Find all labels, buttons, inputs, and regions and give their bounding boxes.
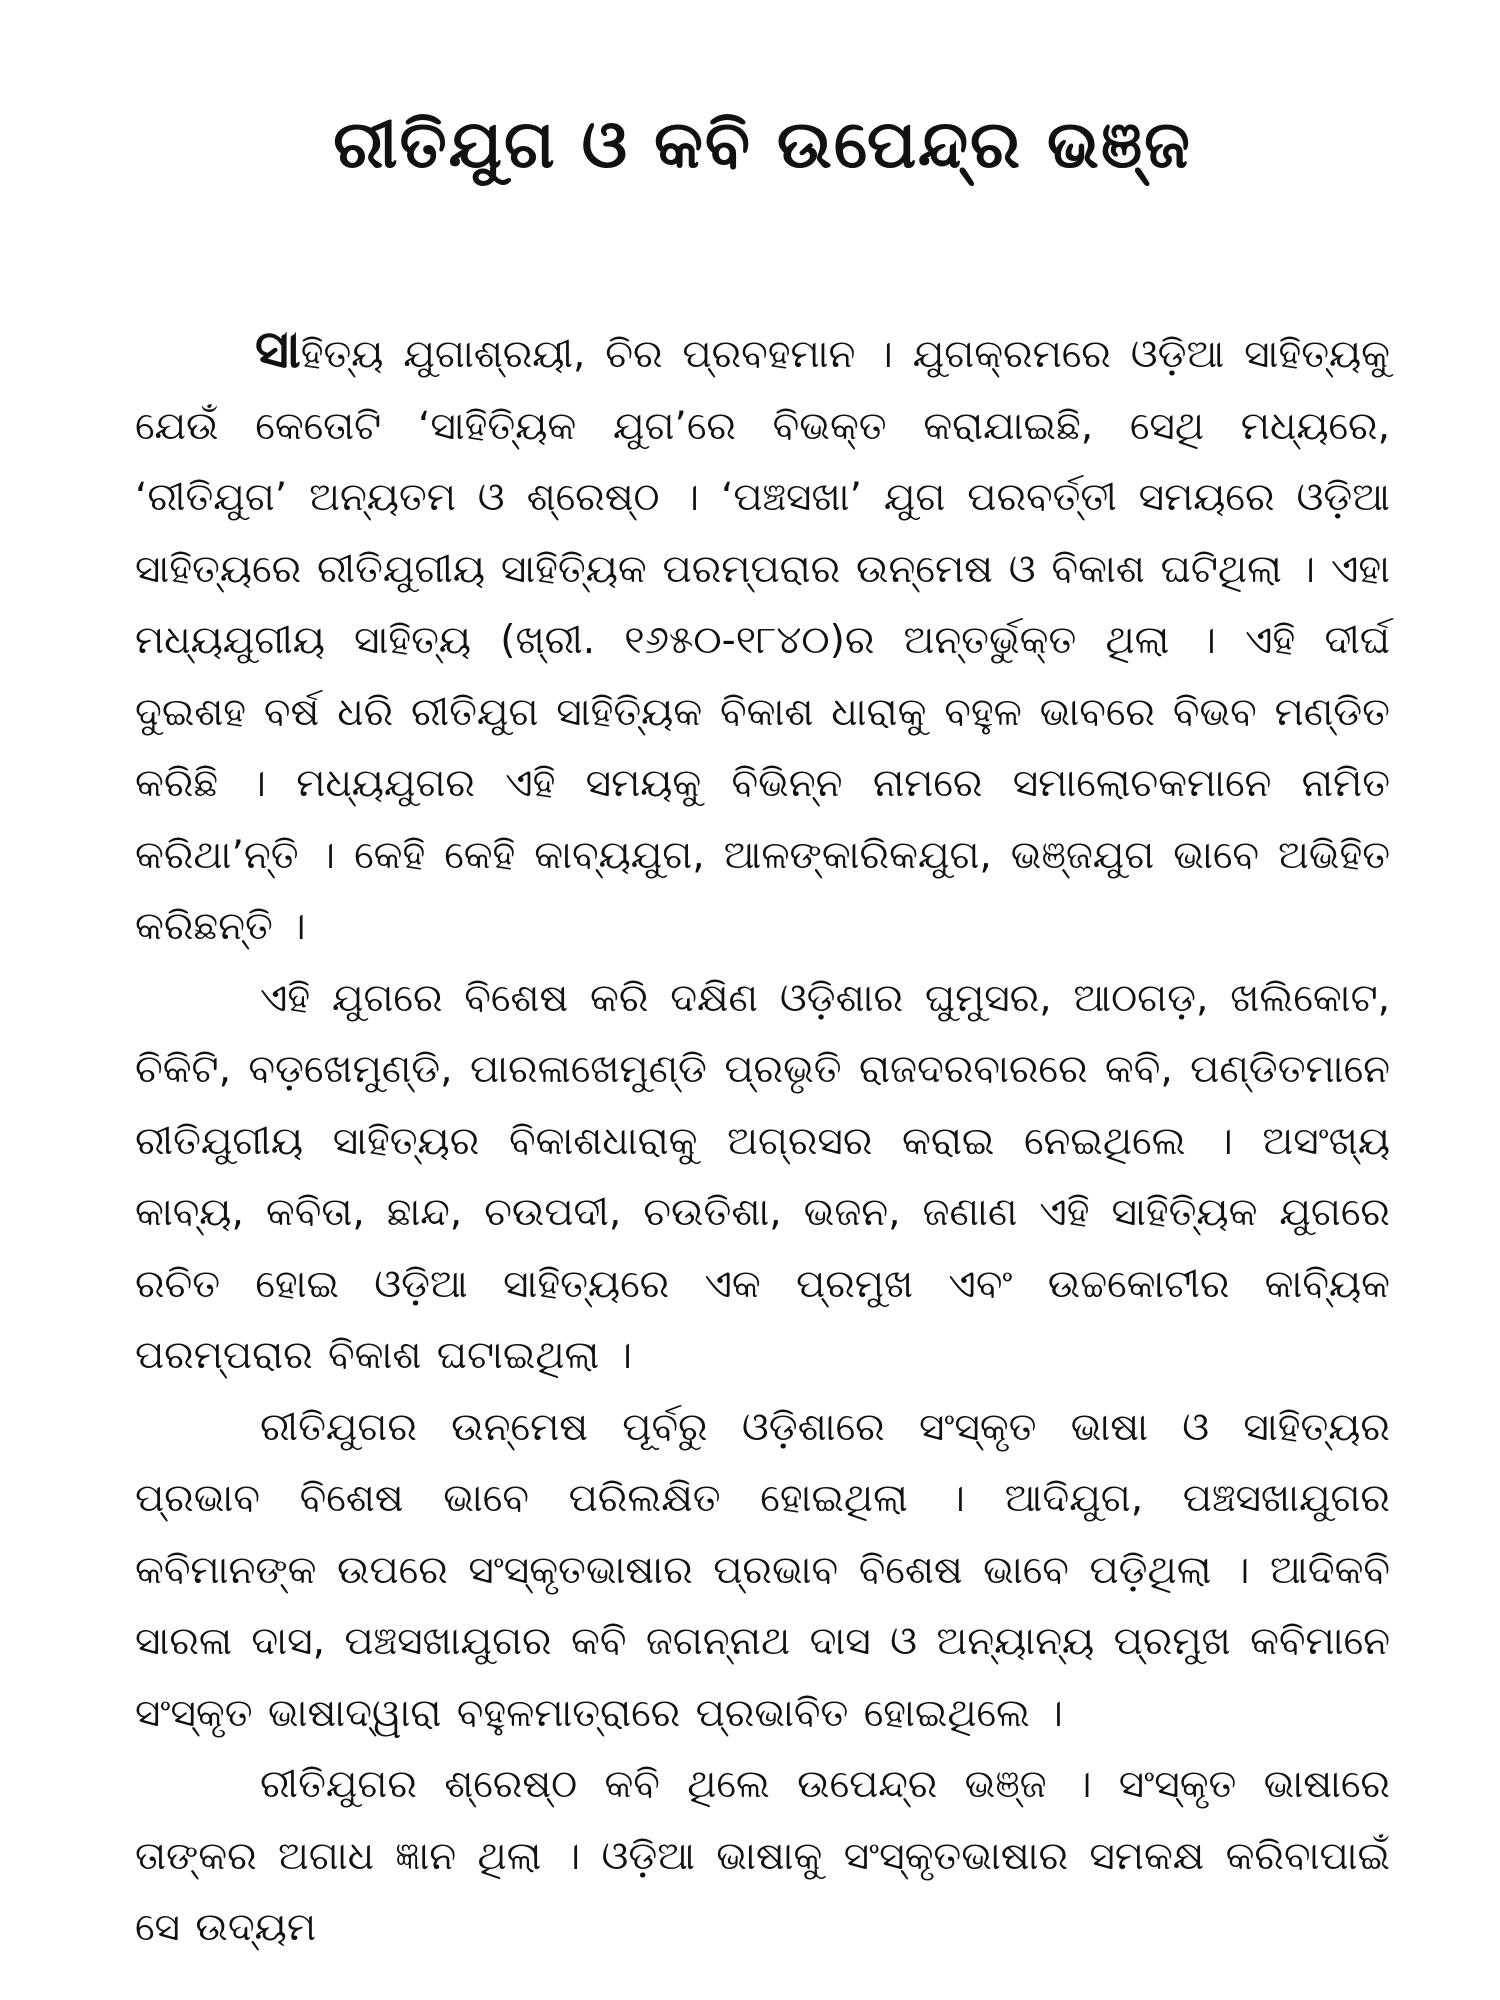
paragraph-2: ଏହି ଯୁଗରେ ବିଶେଷ କରି ଦକ୍ଷିଣ ଓଡ଼ିଶାର ଘୁମୁସର, ଆଠଗଡ଼, ଖଲିକୋଟ, ଚିକିଟି, ବଡ଼ଖେମୁଣ୍ଡି, ପାରଳାଖେମୁଣ୍ଡି ପ୍ରଭୃତି ରାଜଦରବାରରେ କବି, ପଣ୍ଡିତମାନେ ରୀତିଯୁଗୀୟ ସାହିତ୍ୟର ବିକାଶଧାରାକୁ ଅଗ୍ରସର କରାଇ ନେଇଥିଲେ । ଅସଂଖ୍ୟ କାବ୍ୟ, କବିତା, ଛାନ୍ଦ, ଚଉପଦୀ, ଚଉତିଶା, ଭଜନ, ଜଣାଣ ଏହି ସାହିତ୍ୟିକ ଯୁଗରେ ରଚିତ ହୋଇ ଓଡ଼ିଆ ସାହିତ୍ୟରେ ଏକ ପ୍ରମୁଖ ଏବଂ ଉଚ୍ଚକୋଟୀର କାବ୍ୟିକ ପରମ୍ପରାର ବିକାଶ ଘଟାଇଥିଲା । [135, 975, 1390, 1378]
drop-cap: ସା [255, 320, 301, 380]
paragraph-3: ରୀତିଯୁଗର ଉନ୍ମେଷ ପୂର୍ବରୁ ଓଡ଼ିଶାରେ ସଂସ୍କୃତ ଭାଷା ଓ ସାହିତ୍ୟର ପ୍ରଭାବ ବିଶେଷ ଭାବେ ପରିଲକ୍ଷିତ ହୋଇଥିଲା । ଆଦିଯୁଗ, ପଞ୍ଚସଖାଯୁଗର କବିମାନଙ୍କ ଉପରେ ସଂସ୍କୃତଭାଷାର ପ୍ରଭାବ ବିଶେଷ ଭାବେ ପଡ଼ିଥିଲା । ଆଦିକବି ସାରଳା ଦାସ, ପଞ୍ଚସଖାଯୁଗର କବି ଜଗନ୍ନାଥ ଦାସ ଓ ଅନ୍ୟାନ୍ୟ ପ୍ରମୁଖ କବିମାନେ ସଂସ୍କୃତ ଭାଷାଦ୍ୱାରା ବହୁଳମାତ୍ରାରେ ପ୍ରଭାବିତ ହୋଇଥିଲେ । [135, 1404, 1390, 1736]
paragraph-4: ରୀତିଯୁଗର ଶ୍ରେଷ୍ଠ କବି ଥିଲେ ଉପେନ୍ଦ୍ର ଭଞ୍ଜ । ସଂସ୍କୃତ ଭାଷାରେ ତାଙ୍କର ଅଗାଧ ଜ୍ଞାନ ଥିଲା । ଓଡ଼ିଆ ଭାଷାକୁ ସଂସ୍କୃତଭାଷାର ସମକକ୍ଷ କରିବାପାଇଁ ସେ ଉଦ୍ୟମ [135, 1762, 1390, 1950]
paragraph-1-text: ହିତ୍ୟ ଯୁଗାଶ୍ରୟୀ, ଚିର ପ୍ରବହମାନ । ଯୁଗକ୍ରମରେ ଓଡ଼ିଆ ସାହିତ୍ୟକୁ ଯେଉଁ କେତୋଟି ‘ସାହିତ୍ୟିକ ଯୁଗ’ରେ ବିଭକ୍ତ କରାଯାଇଛି, ସେଥି ମଧ୍ୟରେ, ‘ରୀତିଯୁଗ’ ଅନ୍ୟତମ ଓ ଶ୍ରେଷ୍ଠ । ‘ପଞ୍ଚସଖା’ ଯୁଗ ପରବର୍ତ୍ତୀ ସମୟରେ ଓଡ଼ିଆ ସାହିତ୍ୟରେ ରୀତିଯୁଗୀୟ ସାହିତ୍ୟିକ ପରମ୍ପରାର ଉନ୍ମେଷ ଓ ବିକାଶ ଘଟିଥିଲା । ଏହା ମଧ୍ୟଯୁଗୀୟ ସାହିତ୍ୟ (ଖ୍ରୀ. ୧୬୫୦-୧୮୪୦)ର ଅନ୍ତର୍ଭୁକ୍ତ ଥିଲା । ଏହି ଦୀର୍ଘ ଦୁଇଶହ ବର୍ଷ ଧରି ରୀତିଯୁଗ ସାହିତ୍ୟିକ ବିକାଶ ଧାରାକୁ ବହୁଳ ଭାବରେ ବିଭବ ମଣ୍ଡିତ କରିଛି । ମଧ୍ୟଯୁଗର ଏହି ସମୟକୁ ବିଭିନ୍ନ ନାମରେ ସମାଲୋଚକମାନେ ନାମିତ କରିଥା’ନ୍ତି । କେହି କେହି କାବ୍ୟଯୁଗ, ଆଳଙ୍କାରିକଯୁଗ, ଭଞ୍ଜଯୁଗ ଭାବେ ଅଭିହିତ କରିଛନ୍ତି । [135, 332, 1390, 949]
paragraph-1 [135, 315, 1390, 963]
page-title: ରୀତିଯୁଗ ଓ କବି ଉପେନ୍ଦ୍ର ଭଞ୍ଜ [333, 106, 1192, 183]
